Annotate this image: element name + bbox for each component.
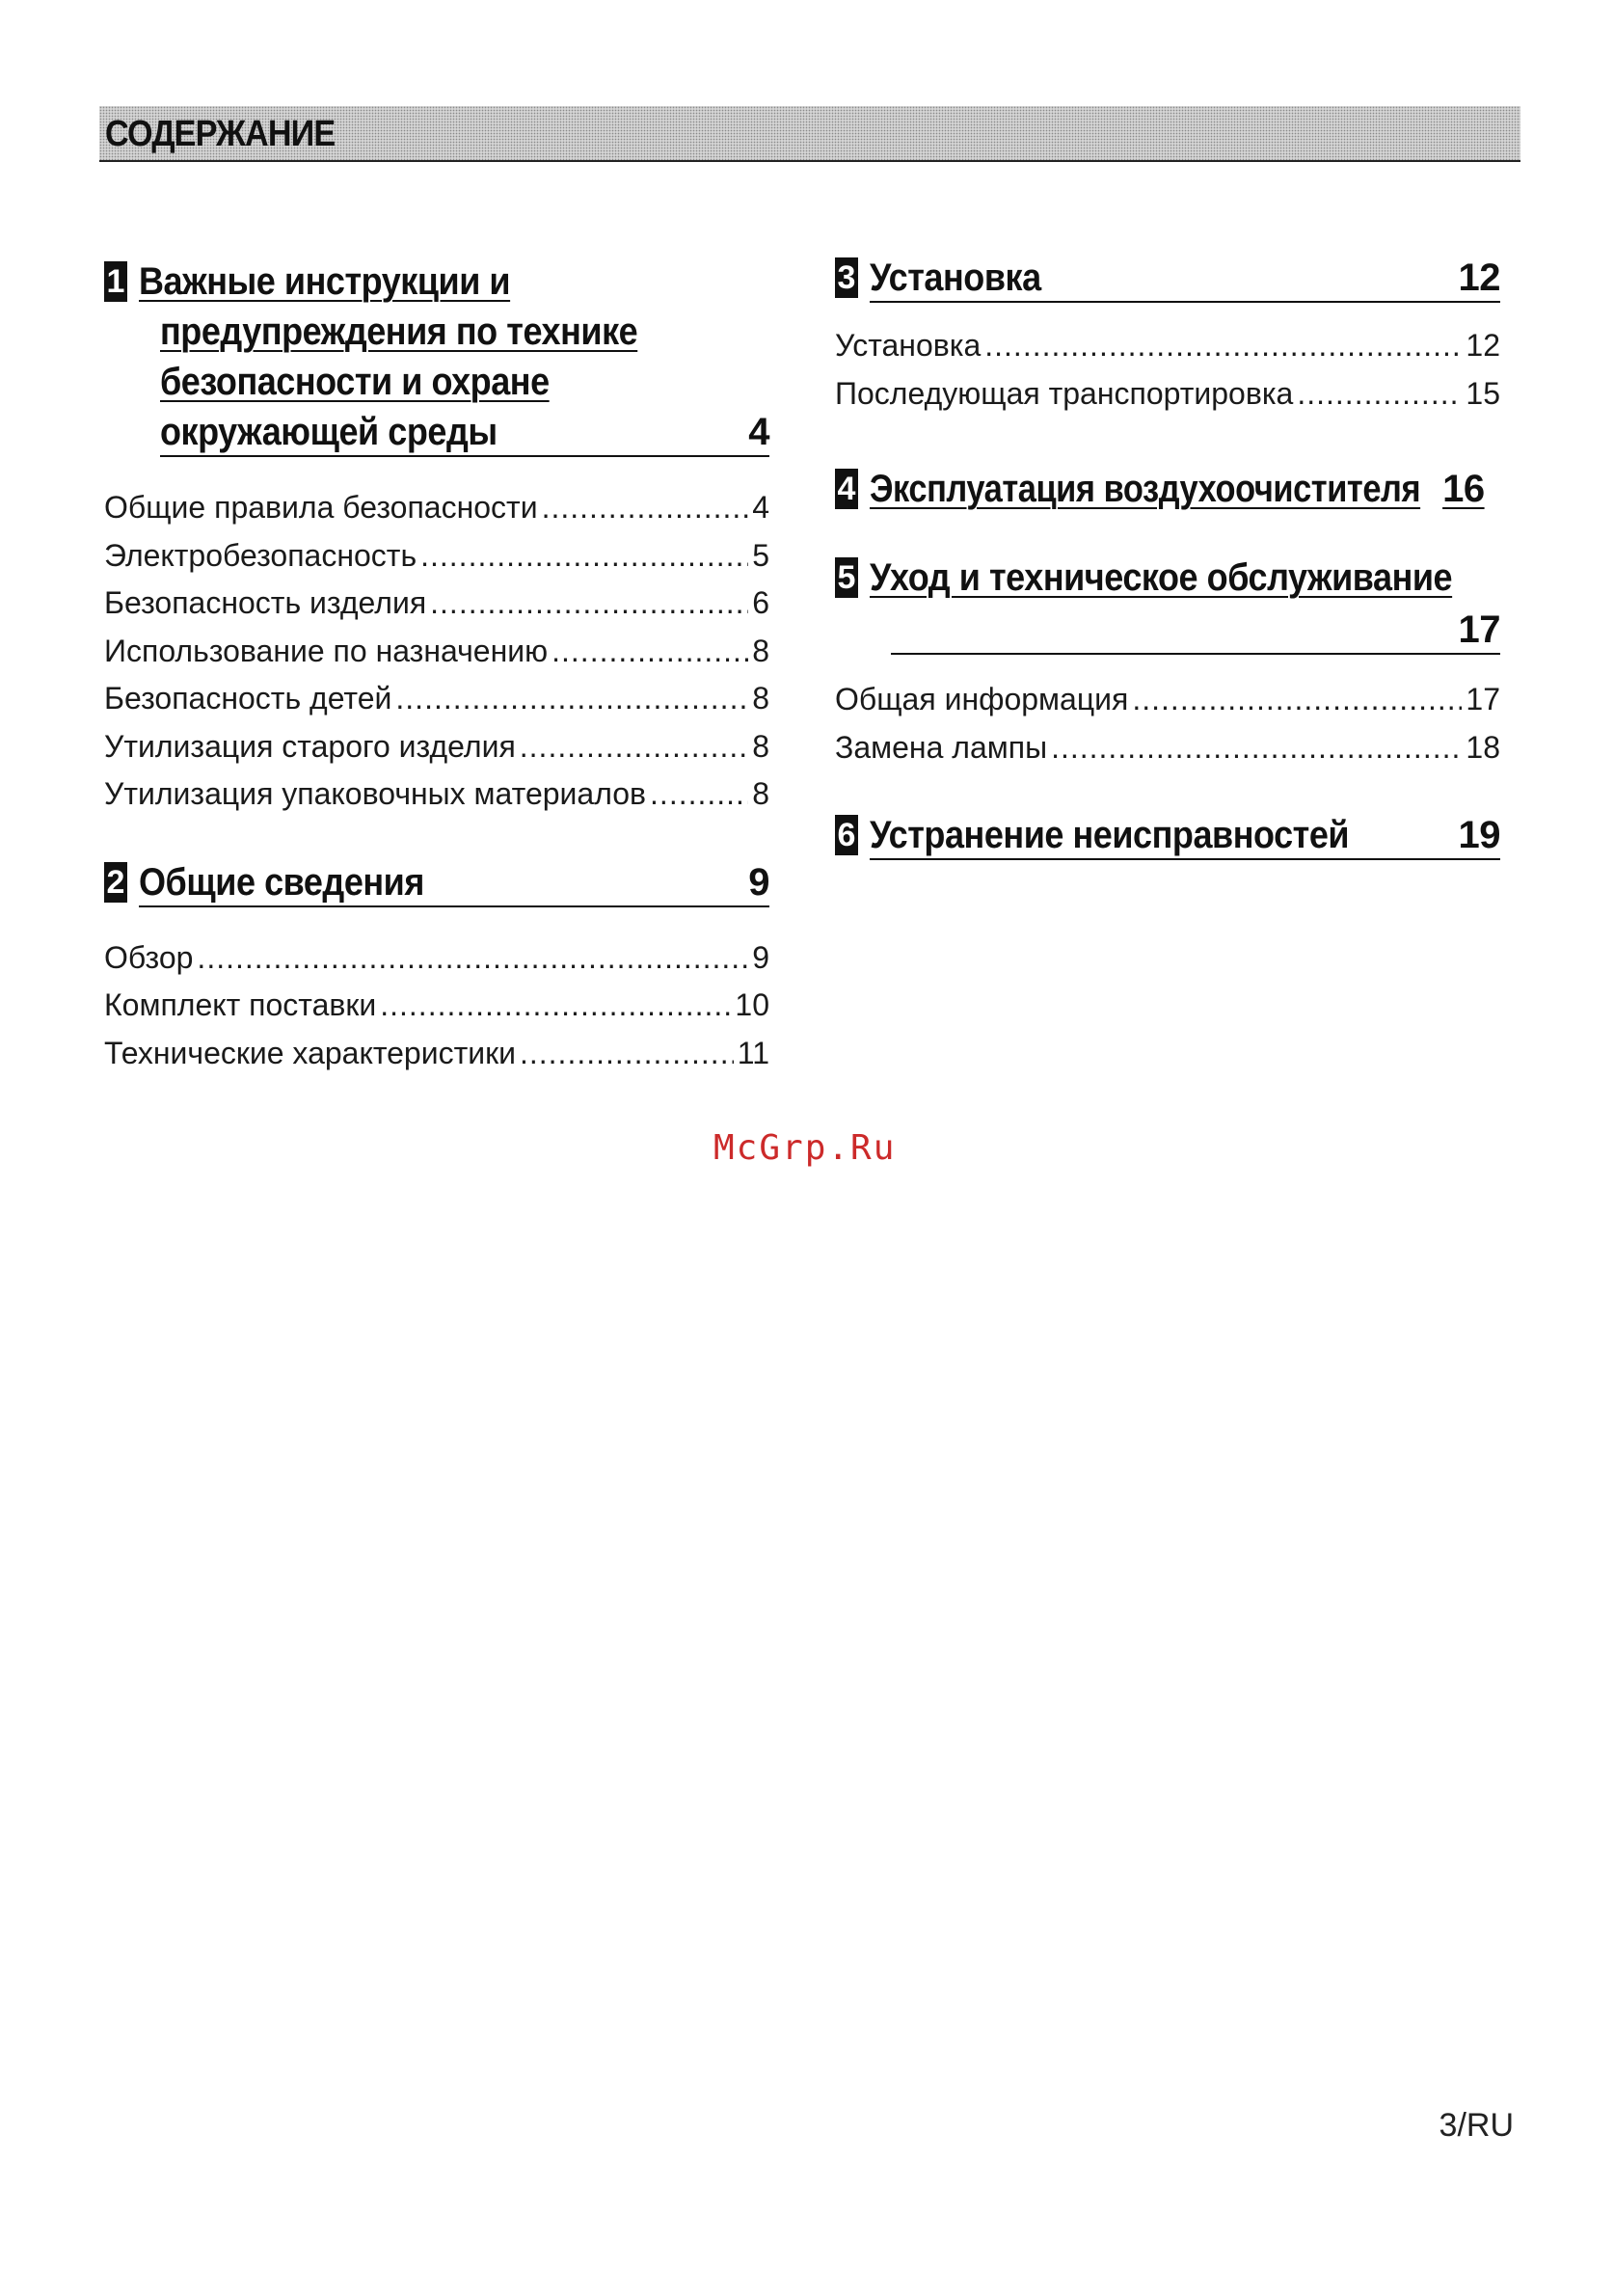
leader-dots xyxy=(520,1030,734,1078)
leader-dots xyxy=(1297,370,1462,419)
chapter-3-page: 12 xyxy=(1458,257,1500,299)
chapter-4-title-line[interactable]: Эксплуатация воздухоочистителя 16 xyxy=(870,468,1485,510)
leader-dots xyxy=(1051,724,1462,772)
chapter-number-3: 3 xyxy=(835,257,858,298)
chapter-2[interactable] xyxy=(104,859,769,1078)
chapter-2-entries xyxy=(104,934,769,1078)
chapter-6-title-line[interactable]: Устранение неисправностей 19 xyxy=(870,812,1500,860)
page-title: СОДЕРЖАНИЕ xyxy=(105,114,336,154)
leader-dots xyxy=(984,322,1462,370)
toc-entry[interactable]: Последующая транспортировка ..... 15 xyxy=(835,370,1500,419)
chapter-number-1: 1 xyxy=(104,261,127,302)
page-number: 3/RU xyxy=(1439,2107,1514,2144)
chapter-4[interactable] xyxy=(835,466,1500,512)
toc-entry[interactable]: Общая информация ..... 17 xyxy=(835,676,1500,724)
leader-dots xyxy=(430,580,748,628)
chapter-1-title-line-1[interactable]: Важные инструкции и xyxy=(139,260,511,303)
chapter-number-6: 6 xyxy=(835,815,858,855)
leader-dots xyxy=(380,982,731,1030)
chapter-2-page: 9 xyxy=(748,860,769,904)
chapter-5[interactable] xyxy=(835,554,1500,771)
toc-entry[interactable]: Утилизация упаковочных материалов ..... 8 xyxy=(104,770,769,819)
chapter-5-title-line-1[interactable]: Уход и техническое обслуживание xyxy=(870,556,1453,599)
chapter-number-5: 5 xyxy=(835,557,858,598)
leader-dots xyxy=(395,675,748,723)
leader-dots xyxy=(1132,676,1462,724)
chapter-5-entries xyxy=(835,676,1500,771)
watermark-text: McGrp.Ru xyxy=(713,1128,897,1168)
leader-dots xyxy=(520,723,748,771)
toc-entry[interactable]: Комплект поставки ..... 10 xyxy=(104,982,769,1030)
leader-dots xyxy=(650,770,748,819)
toc-entry[interactable]: Безопасность изделия ..... 6 xyxy=(104,580,769,628)
chapter-5-title-line-2[interactable] xyxy=(891,607,1500,655)
toc-entry[interactable]: Установка ..... 12 xyxy=(835,322,1500,370)
toc-entry[interactable]: Утилизация старого изделия ..... 8 xyxy=(104,723,769,771)
chapter-1[interactable] xyxy=(104,258,769,819)
chapter-3-entries xyxy=(835,322,1500,418)
leader-dots xyxy=(420,532,748,581)
chapter-2-title-line[interactable]: Общие сведения 9 xyxy=(139,859,769,907)
chapter-3[interactable] xyxy=(835,255,1500,418)
chapter-4-page: 16 xyxy=(1442,468,1485,510)
chapter-1-title-line-2[interactable]: предупреждения по технике xyxy=(160,311,638,353)
toc-entry[interactable]: Замена лампы ..... 18 xyxy=(835,724,1500,772)
chapter-number-4: 4 xyxy=(835,469,858,509)
toc-entry[interactable]: Безопасность детей ..... 8 xyxy=(104,675,769,723)
chapter-1-title-line-3[interactable]: безопасности и охране xyxy=(160,361,550,403)
chapter-1-page: 4 xyxy=(748,411,769,453)
toc-entry[interactable]: Электробезопасность ..... 5 xyxy=(104,532,769,581)
toc-left-column xyxy=(104,258,769,1077)
toc-entry[interactable]: Обзор ..... 9 xyxy=(104,934,769,983)
contents-header-bar xyxy=(99,106,1520,162)
chapter-5-page: 17 xyxy=(1458,608,1500,651)
chapter-6-page: 19 xyxy=(1458,814,1500,856)
leader-dots xyxy=(197,934,748,983)
toc-right-column xyxy=(835,255,1500,860)
chapter-1-title-line-4[interactable]: окружающей среды 4 xyxy=(160,409,769,457)
chapter-number-2: 2 xyxy=(104,862,127,903)
toc-entry[interactable]: Использование по назначению ..... 8 xyxy=(104,628,769,676)
toc-entry[interactable]: Технические характеристики ..... 11 xyxy=(104,1030,769,1078)
chapter-6[interactable] xyxy=(835,812,1500,860)
toc-entry[interactable]: Общие правила безопасности ..... 4 xyxy=(104,484,769,532)
chapter-1-entries xyxy=(104,484,769,819)
chapter-3-title-line[interactable]: Установка 12 xyxy=(870,255,1500,303)
leader-dots xyxy=(542,484,749,532)
leader-dots xyxy=(551,628,748,676)
